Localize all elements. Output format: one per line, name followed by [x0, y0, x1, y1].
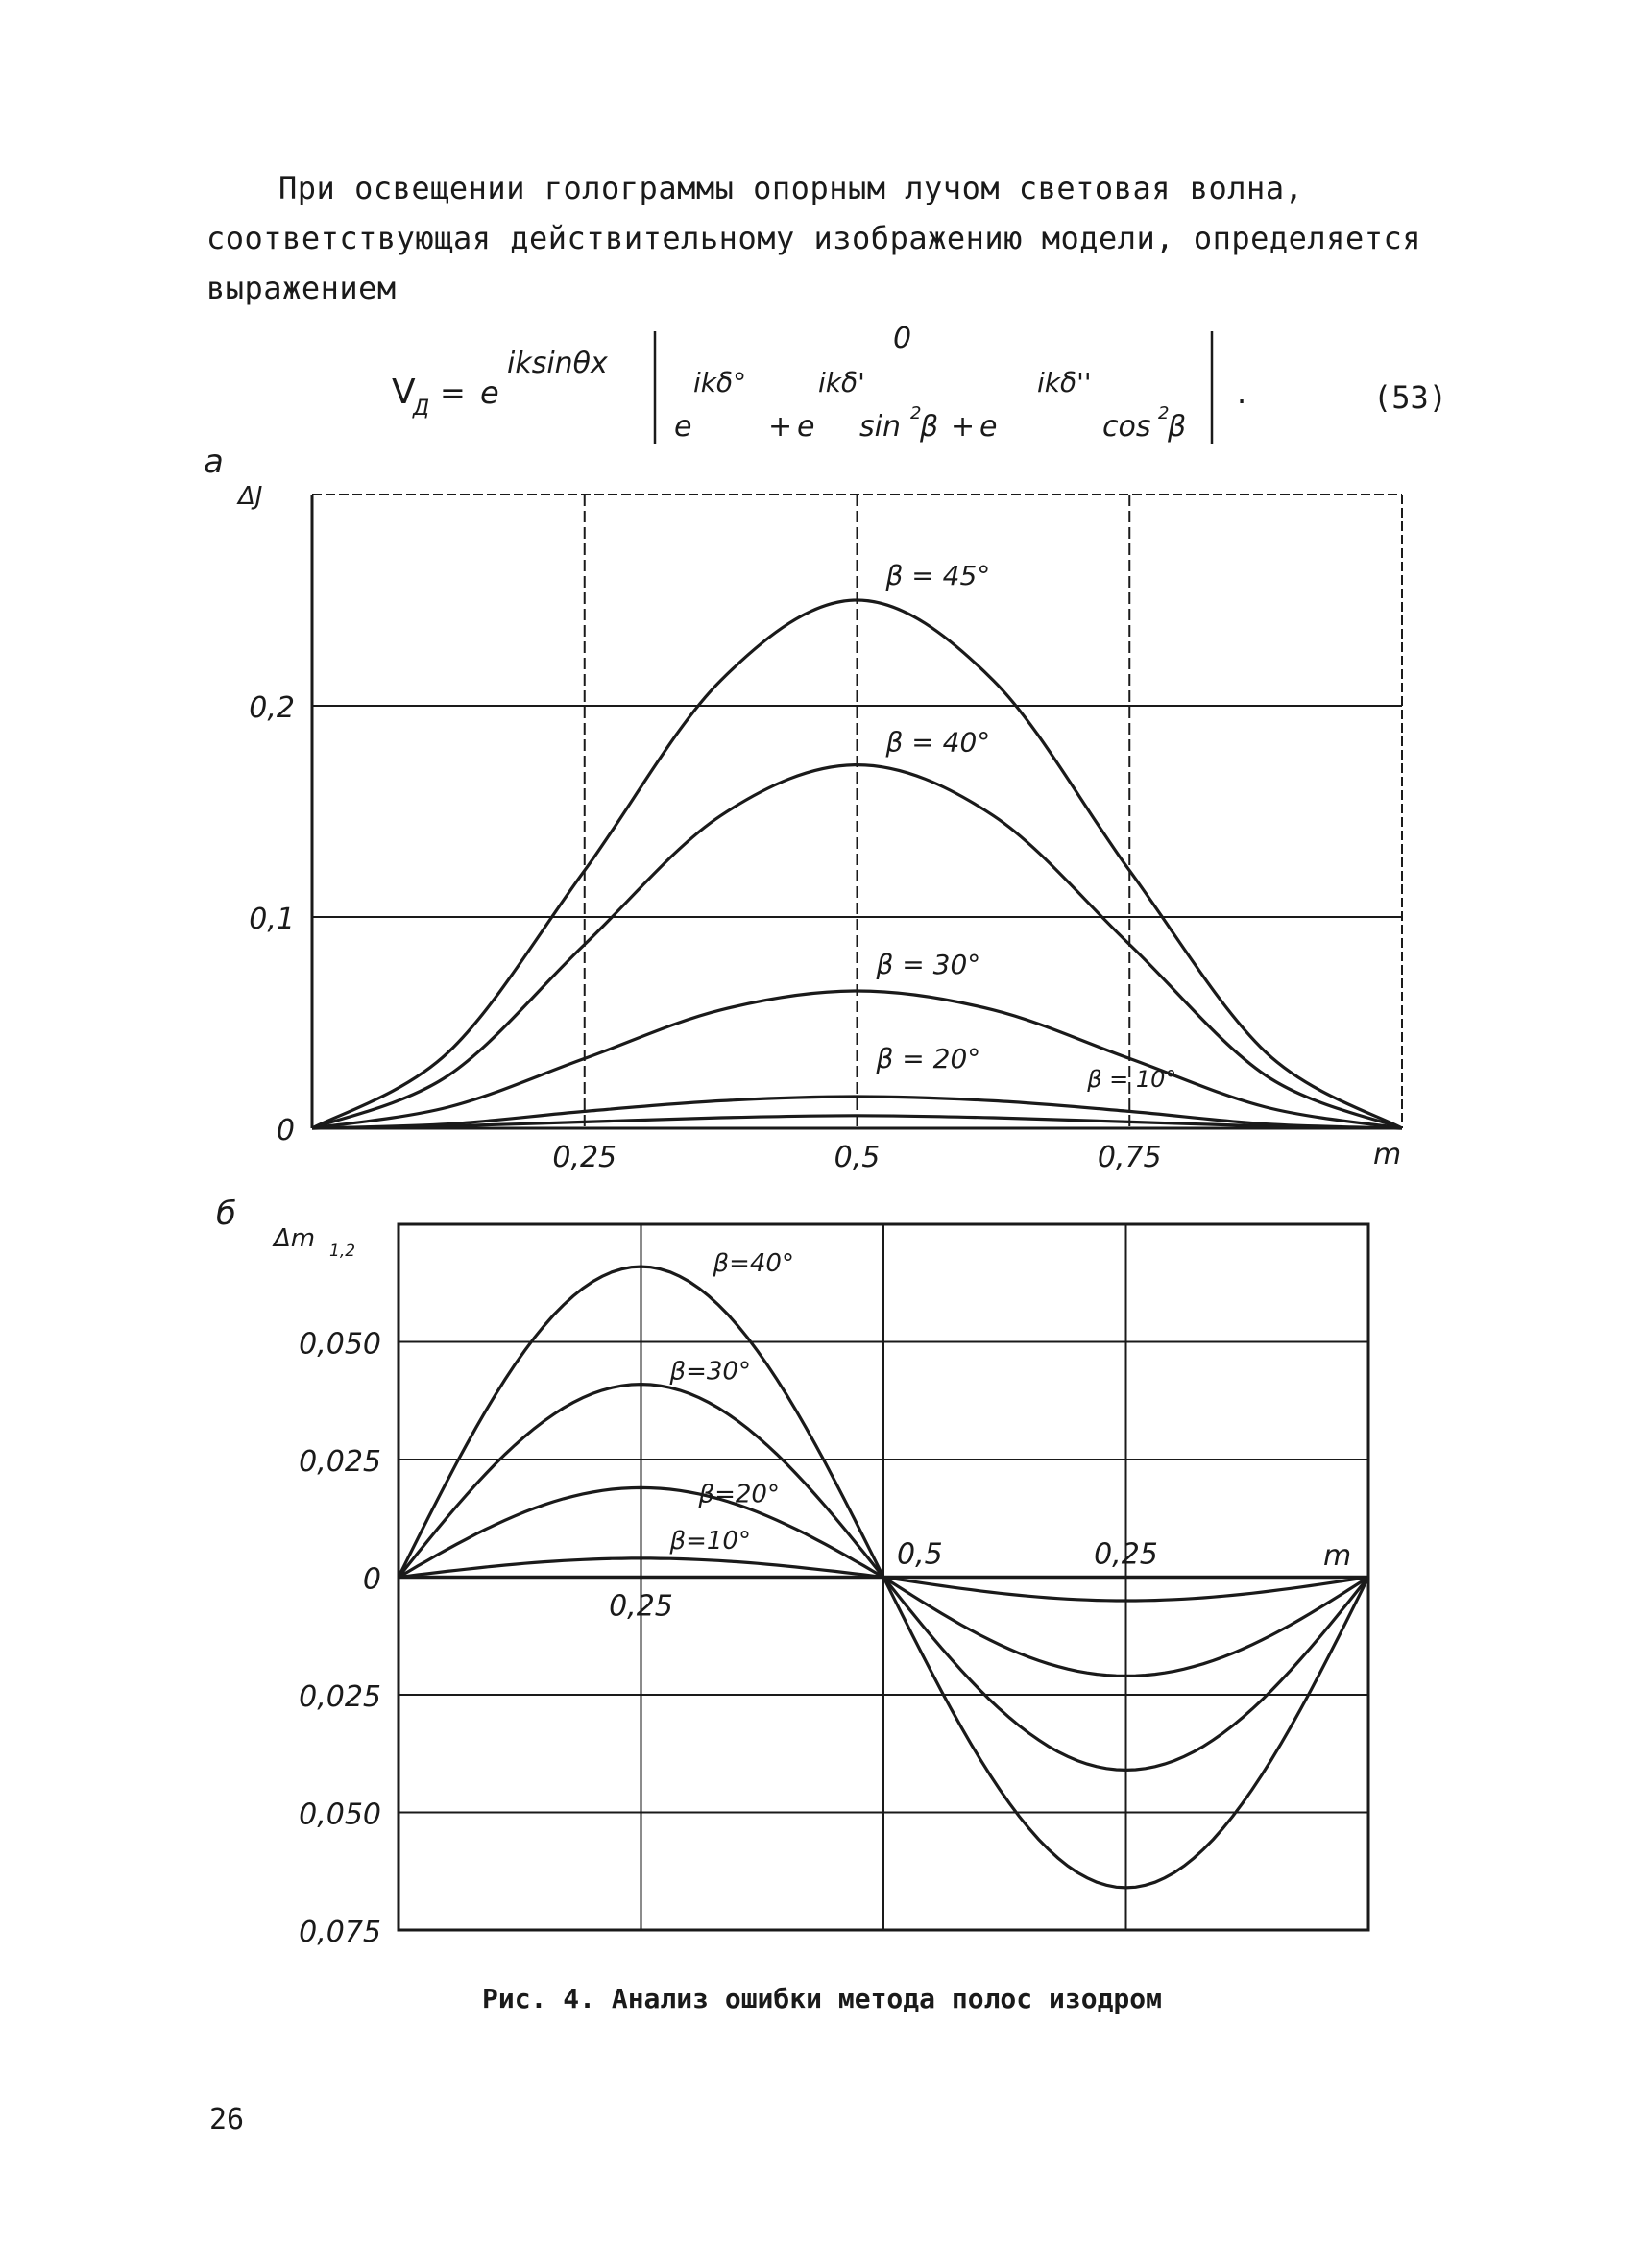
chart-a-series-label-2: β = 40° — [885, 726, 991, 759]
formula-exp-b: ikδ' — [818, 367, 865, 398]
chart-b-ytick-6: 0,075 — [299, 1916, 381, 1949]
chart-b-xtick-3: 0,25 — [1094, 1537, 1158, 1572]
formula-plus-2: + — [951, 410, 976, 444]
chart-a-ytick-3: 0,2 — [249, 691, 295, 725]
chart-a-grid — [312, 495, 1402, 1128]
figure-caption: Рис. 4. Анализ ошибки метода полос изодром — [481, 1983, 1162, 2015]
chart-b-xlabel: m — [1323, 1539, 1352, 1573]
formula-equals: = — [440, 374, 466, 411]
paragraph-line-3: выражением — [206, 270, 397, 306]
chart-b-ytick-2: 0,025 — [299, 1445, 381, 1479]
formula-cos-sq: 2 — [1158, 403, 1170, 423]
chart-b-series-label-3: β=20° — [698, 1480, 780, 1509]
chart-a-series-label-4: β = 20° — [876, 1043, 981, 1074]
chart-b-series-label-1: β=40° — [713, 1249, 794, 1279]
chart-a-series-label-3: β = 30° — [876, 949, 981, 980]
formula-e-c: e — [979, 410, 998, 444]
page-number: 26 — [209, 2103, 245, 2136]
formula-sin: sin — [859, 410, 901, 444]
formula-exp-c: ikδ'' — [1037, 367, 1092, 398]
chart-a-xtick-2: 0,5 — [834, 1141, 881, 1174]
chart-a-xlabel: m — [1373, 1138, 1402, 1171]
chart-a-xtick-1: 0,25 — [552, 1141, 617, 1174]
chart-a-series-label-5: β = 10° — [1087, 1065, 1177, 1093]
chart-b-ticks — [299, 1328, 1158, 1950]
chart-b-panel-label: б — [216, 1194, 236, 1233]
formula-beta-1: β — [920, 410, 939, 444]
formula-lhs-sub: Д — [413, 397, 430, 421]
chart-b-series-labels — [669, 1249, 794, 1556]
formula-beta-2: β — [1168, 410, 1187, 444]
chart-b-ytick-3: 0 — [362, 1562, 381, 1597]
formula-plus-1: + — [768, 410, 793, 444]
chart-b-ylabel-sub: 1,2 — [329, 1242, 356, 1261]
chart-a-ytick-1: 0 — [276, 1114, 295, 1147]
formula-upper-limit: 0 — [893, 322, 912, 355]
formula-e-a: e — [674, 410, 692, 444]
chart-a-panel-label: а — [204, 443, 224, 481]
formula-exp-a: ikδ° — [693, 367, 747, 398]
equation-number: (53) — [1373, 379, 1448, 416]
chart-b-series-label-4: β=10° — [669, 1526, 751, 1556]
chart-a-ytick-2: 0,1 — [249, 903, 295, 936]
chart-b-xtick-1: 0,25 — [609, 1589, 673, 1624]
chart-b-xtick-2: 0,5 — [897, 1537, 943, 1572]
formula-lhs: V — [392, 373, 416, 412]
formula-exp-outer: iksinθx — [507, 347, 608, 380]
chart-b-ytick-5: 0,050 — [299, 1798, 381, 1832]
formula-cos: cos — [1102, 410, 1151, 444]
chart-b-series-label-2: β=30° — [669, 1357, 751, 1387]
formula-dot: . — [1237, 374, 1247, 411]
chart-b — [0, 1181, 1644, 1968]
chart-b-ylabel: Δm — [274, 1224, 316, 1253]
paragraph-line-1: При освещении голограммы опорным лучом световая волна, — [278, 170, 1304, 206]
chart-b-ytick-1: 0,050 — [299, 1327, 381, 1362]
chart-a-series-labels — [876, 560, 1177, 1093]
paragraph-line-2: соответствующая действительному изображению модели, определяется — [206, 220, 1421, 256]
chart-a-xtick-3: 0,75 — [1097, 1141, 1162, 1174]
chart-a-series-label-1: β = 45° — [885, 560, 991, 591]
formula-e-outer: e — [480, 374, 499, 411]
formula-sin-sq: 2 — [910, 403, 922, 423]
formula-e-b: e — [797, 410, 815, 444]
chart-b-ytick-4: 0,025 — [299, 1680, 381, 1714]
chart-a-ylabel: ΔJ — [238, 482, 263, 511]
